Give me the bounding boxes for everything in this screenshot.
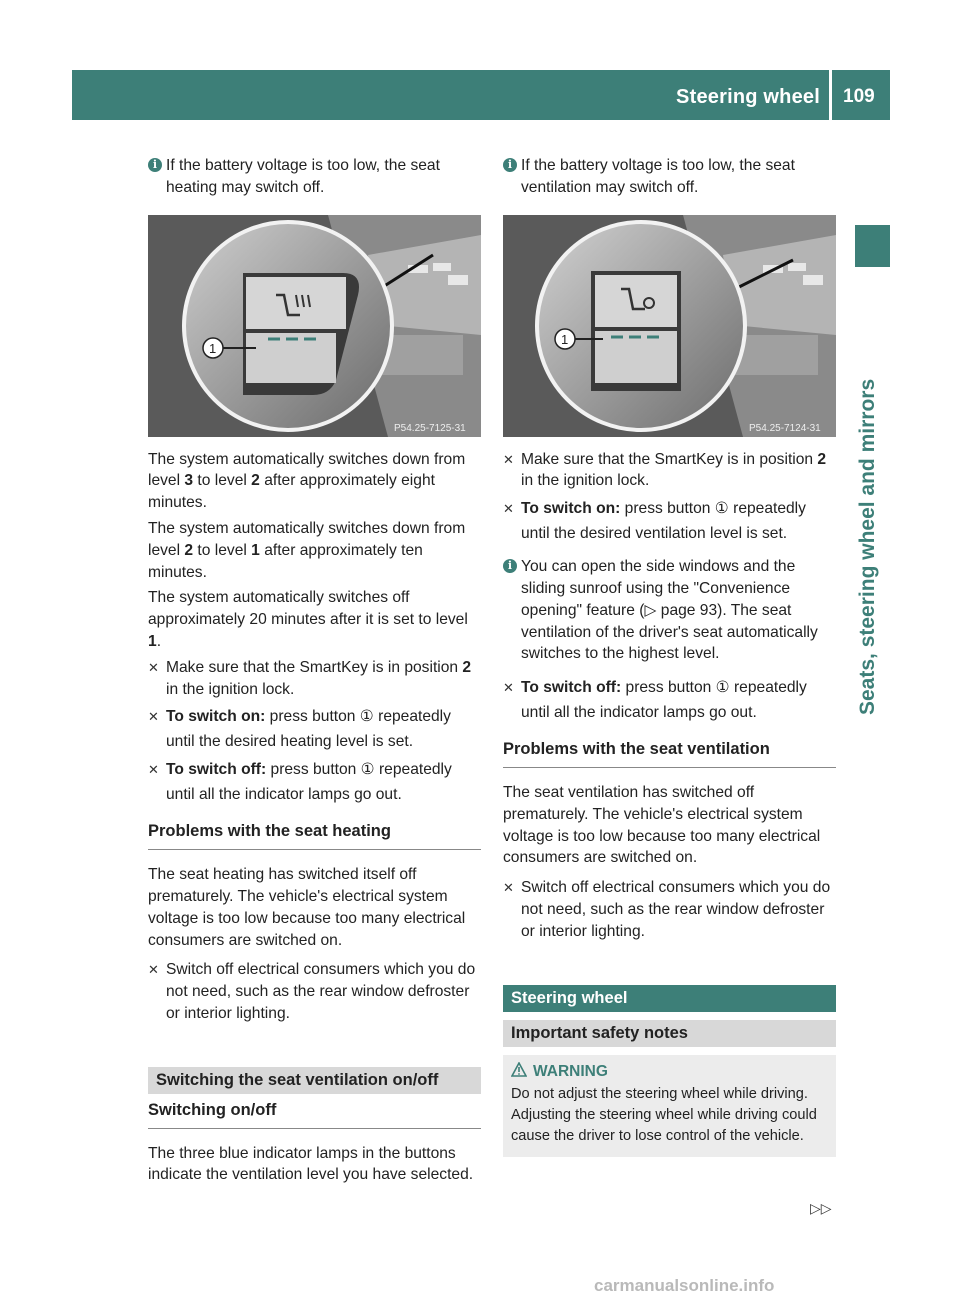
right-column: [503, 155, 836, 1157]
step-item: ✕ Switch off electrical consumers which you do not need, such as the rear window defroster or interior lighting.: [503, 879, 831, 940]
step-item: ✕ To switch off: press button ① repeatedly until all the indicator lamps go out.: [503, 675, 836, 725]
figure-illustration: [503, 215, 836, 437]
warning-box: [503, 1055, 836, 1157]
paragraph: The system automatically switches down from level 3 to level 2 after approximately eight minutes.: [148, 450, 466, 512]
info-icon: i: [148, 158, 162, 172]
step-arrow-icon: ✕: [148, 659, 159, 675]
section-heading: Problems with the seat ventilation: [503, 739, 836, 768]
paragraph: The seat ventilation has switched off prematurely. The vehicle's electrical system voltage is too low because too many electrical consumers are switched on.: [503, 783, 821, 867]
watermark: carmanualsonline.info: [594, 1276, 775, 1295]
figure-callout: 1: [561, 331, 569, 347]
paragraph: The three blue indicator lamps in the buttons indicate the ventilation level you have selected.: [148, 1144, 474, 1184]
warning-text: Do not adjust the steering wheel while driving. Adjusting the steering wheel while driving could cause the driver to lose control of the vehicle.: [511, 1085, 817, 1144]
info-icon: i: [503, 559, 517, 573]
step-item: ✕ To switch off: press button ① repeatedly until all the indicator lamps go out.: [148, 757, 481, 807]
warning-triangle-icon: [511, 1062, 527, 1077]
section-heading: Switching on/off: [148, 1100, 481, 1129]
section-heading: Problems with the seat heating: [148, 821, 481, 850]
info-note: [503, 155, 836, 199]
figure-code: P54.25-7125-31: [394, 422, 466, 434]
info-icon: i: [503, 158, 517, 172]
step-arrow-icon: ✕: [503, 680, 514, 696]
seat-ventilation-button-figure: [503, 215, 836, 437]
step-item: ✕ Make sure that the SmartKey is in position 2 in the ignition lock.: [503, 450, 827, 490]
warning-heading: WARNING: [511, 1061, 828, 1082]
step-item: ✕ Switch off electrical consumers which you do not need, such as the rear window defroster or interior lighting.: [148, 961, 476, 1022]
seat-heating-button-figure: [148, 215, 481, 437]
figure-callout: 1: [209, 340, 217, 356]
section-bar: Steering wheel: [503, 985, 836, 1012]
step-item: ✕ To switch on: press button ① repeatedly until the desired heating level is set.: [148, 704, 481, 754]
figure-illustration: [148, 215, 481, 437]
info-note-text: You can open the side windows and the sliding sunroof using the "Convenience opening" feature (▷ page 93). The seat ventilation of the driver's seat automatically switches to the highest level.: [521, 558, 818, 663]
paragraph: The system automatically switches off approximately 20 minutes after it is set to level 1.: [148, 589, 468, 650]
chapter-tab-label: Seats, steering wheel and mirrors: [856, 378, 879, 715]
header-divider: [829, 70, 832, 120]
info-note-text: If the battery voltage is too low, the seat ventilation may switch off.: [521, 157, 795, 196]
chapter-tab-marker: [855, 225, 890, 267]
step-arrow-icon: ✕: [148, 762, 159, 778]
left-column: [148, 155, 481, 1190]
step-item: ✕ To switch on: press button ① repeatedly until the desired ventilation level is set.: [503, 496, 836, 546]
subsection-bar: Important safety notes: [503, 1020, 836, 1047]
step-arrow-icon: ✕: [148, 709, 159, 725]
info-note: [148, 155, 481, 199]
step-arrow-icon: ✕: [503, 501, 514, 517]
step-arrow-icon: ✕: [503, 880, 514, 896]
step-item: ✕ Make sure that the SmartKey is in position 2 in the ignition lock.: [148, 658, 472, 698]
page-number: 109: [843, 86, 875, 107]
section-bar: Switching the seat ventilation on/off: [148, 1067, 481, 1094]
step-arrow-icon: ✕: [148, 962, 159, 978]
figure-code: P54.25-7124-31: [749, 422, 821, 434]
continue-marker: ▷▷: [810, 1200, 832, 1216]
paragraph: The seat heating has switched itself off prematurely. The vehicle's electrical system voltage is too low because too many electrical consumers are switched on.: [148, 866, 466, 949]
step-arrow-icon: ✕: [503, 451, 514, 467]
paragraph: The system automatically switches down from level 2 to level 1 after approximately ten minutes.: [148, 519, 466, 581]
page-title: Steering wheel: [676, 86, 820, 108]
info-note-text: If the battery voltage is too low, the seat heating may switch off.: [166, 157, 440, 196]
info-note: [503, 556, 836, 665]
